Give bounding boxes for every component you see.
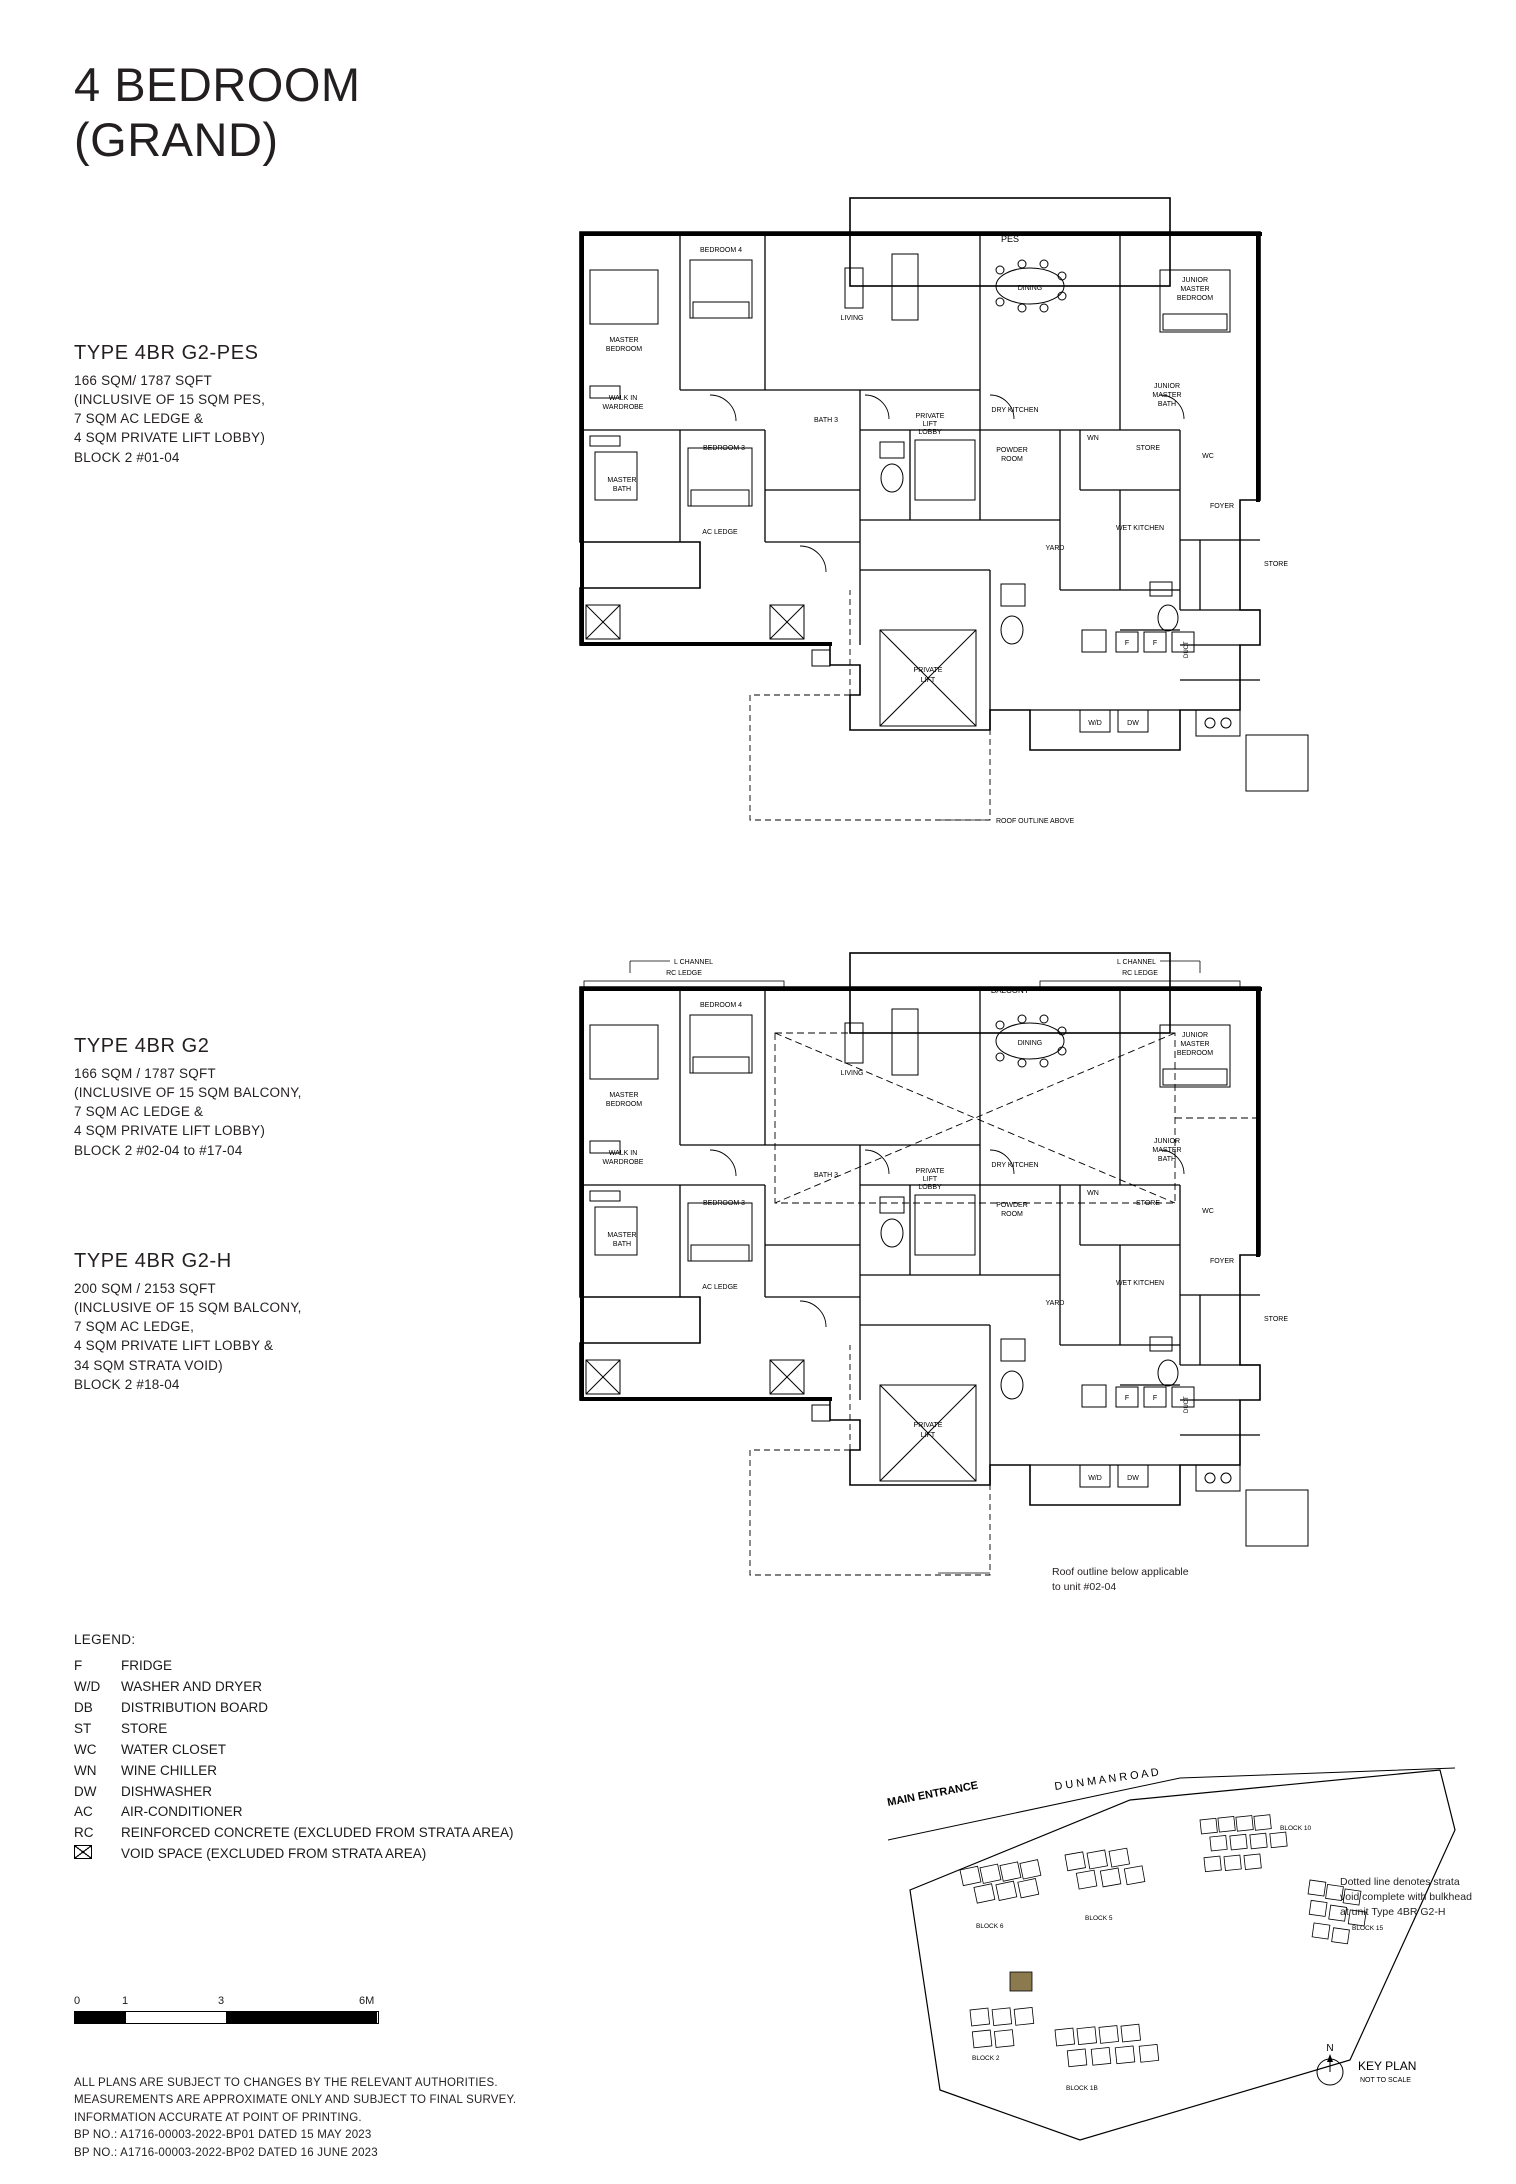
svg-text:WARDROBE: WARDROBE [602, 1159, 644, 1166]
label-l-channel-right: L CHANNEL [1116, 959, 1156, 966]
room-label-wc: WC [1202, 1208, 1214, 1215]
legend-code: DW [74, 1783, 97, 1799]
svg-text:LOBBY: LOBBY [918, 1184, 942, 1191]
legend-desc: STORE [121, 1720, 168, 1736]
type-detail: BLOCK 2 #01-04 [74, 449, 180, 465]
room-label-bedroom3: BEDROOM 3 [702, 1200, 746, 1207]
svg-text:LIFT: LIFT [920, 677, 936, 684]
room-label-f1: F [1124, 1395, 1130, 1402]
legend-item-void-space [74, 1844, 514, 1865]
footer-disclaimer [74, 2075, 516, 2162]
legend-code: AC [74, 1804, 93, 1820]
page-title-line1: 4 BEDROOM [74, 58, 361, 111]
callout-roof-outline-below [1052, 1565, 1262, 1595]
room-label-powder-room: POWDER [996, 1202, 1028, 1209]
legend-item [74, 1656, 514, 1677]
svg-text:BEDROOM: BEDROOM [605, 346, 643, 353]
type-detail: 7 SQM AC LEDGE & [74, 1104, 204, 1120]
keyplan-block-label: BLOCK 6 [976, 1923, 1004, 1930]
legend [74, 1632, 514, 1865]
keyplan-block-label: BLOCK 2 [972, 2055, 1000, 2062]
room-label-wc: WC [1202, 453, 1214, 460]
room-label-junior-master-bedroom: JUNIOR [1181, 1032, 1209, 1039]
callout-roof-line1: Roof outline below applicable [1052, 1566, 1189, 1578]
room-label-wet-kitchen: WET KITCHEN [1115, 1280, 1165, 1287]
type-detail: 200 SQM / 2153 SQFT [74, 1281, 216, 1296]
room-label-store: STORE [1136, 445, 1160, 452]
room-label-wet-kitchen: WET KITCHEN [1115, 525, 1165, 532]
room-label-junior-master-bedroom: JUNIOR [1181, 277, 1209, 284]
label-dunman-road: D U N M A N R O A D [1053, 1766, 1160, 1793]
floor-plan-4br-g2-pes [560, 190, 1420, 840]
type-detail: 7 SQM AC LEDGE & [74, 411, 204, 427]
room-label-junior-master-bath: JUNIOR [1153, 383, 1181, 390]
svg-text:BEDROOM: BEDROOM [605, 1101, 643, 1108]
svg-text:BEDROOM: BEDROOM [1176, 295, 1214, 302]
room-label-master-bedroom: MASTER [609, 1092, 639, 1099]
room-label-duct: DUCT [1184, 641, 1190, 658]
type-detail: 166 SQM/ 1787 SQFT [74, 373, 212, 388]
svg-text:LIFT: LIFT [922, 1176, 938, 1183]
type-name: TYPE 4BR G2 [74, 1035, 210, 1057]
scale-tick-1: 1 [122, 1995, 129, 2007]
room-label-f2: F [1152, 640, 1158, 647]
svg-text:MASTER: MASTER [1180, 286, 1210, 293]
legend-item [74, 1823, 514, 1844]
type-detail: 166 SQM / 1787 SQFT [74, 1066, 216, 1081]
room-label-living: LIVING [840, 1070, 864, 1077]
scale-tick-6: 6M [359, 1995, 375, 2007]
svg-text:LIFT: LIFT [920, 1432, 936, 1439]
room-label-dining: DINING [1017, 1040, 1043, 1047]
room-label-wn: WN [1087, 435, 1099, 442]
room-label-store-2: STORE [1264, 1316, 1288, 1323]
legend-code: ST [74, 1720, 92, 1736]
legend-desc: FRIDGE [121, 1658, 173, 1673]
type-name: TYPE 4BR G2-H [74, 1250, 232, 1272]
room-label-master-bath: MASTER [607, 477, 637, 484]
svg-text:BATH: BATH [612, 1241, 632, 1248]
footer-line: ALL PLANS ARE SUBJECT TO CHANGES BY THE RELEVANT AUTHORITIES. [74, 2077, 498, 2089]
key-plan [880, 1760, 1480, 2155]
room-label-master-bedroom: MASTER [609, 337, 639, 344]
room-label-living: LIVING [840, 315, 864, 322]
legend-desc: REINFORCED CONCRETE (EXCLUDED FROM STRATA AREA) [121, 1825, 514, 1841]
room-label-wd: W/D [1088, 1475, 1102, 1482]
svg-text:WARDROBE: WARDROBE [602, 404, 644, 411]
keyplan-block-label: BLOCK 1B [1066, 2085, 1098, 2092]
room-label-duct: DUCT [1184, 1396, 1190, 1413]
legend-code: RC [74, 1825, 94, 1841]
room-label-bath3: BATH 3 [814, 417, 838, 424]
room-label-bedroom4: BEDROOM 4 [699, 1002, 743, 1009]
svg-text:MASTER: MASTER [1152, 392, 1182, 399]
legend-item [74, 1719, 514, 1740]
room-label-yard: YARD [1045, 545, 1065, 552]
svg-text:BATH: BATH [1157, 401, 1177, 408]
type-detail: (INCLUSIVE OF 15 SQM BALCONY, [74, 1085, 302, 1101]
room-label-private-lift: PRIVATE [913, 1422, 943, 1429]
room-label-bedroom4: BEDROOM 4 [699, 247, 743, 254]
room-label-walk-in-wardrobe: WALK IN [608, 1150, 638, 1157]
room-label-ac-ledge: AC LEDGE [702, 1284, 738, 1291]
legend-item [74, 1677, 514, 1698]
type-block-4br-g2-pes [74, 342, 265, 467]
legend-desc: AIR-CONDITIONER [121, 1804, 243, 1820]
room-label-yard: YARD [1045, 1300, 1065, 1307]
legend-desc: DISHWASHER [121, 1783, 213, 1799]
footer-line: BP NO.: A1716-00003-2022-BP01 DATED 15 MAY 2023 [74, 2129, 372, 2142]
svg-text:MASTER: MASTER [1152, 1147, 1182, 1154]
room-label-ac-ledge: AC LEDGE [702, 529, 738, 536]
footer-line: BP NO.: A1716-00003-2022-BP02 DATED 16 JUNE 2023 [74, 2146, 378, 2159]
room-label-f1: F [1124, 640, 1130, 647]
key-plan-subtitle: NOT TO SCALE [1360, 2077, 1411, 2084]
floor-plan-4br-g2 [560, 945, 1420, 1595]
room-label-dw: DW [1127, 1475, 1139, 1482]
room-label-wn: WN [1087, 1190, 1099, 1197]
svg-text:LOBBY: LOBBY [918, 429, 942, 436]
svg-text:BEDROOM: BEDROOM [1176, 1050, 1214, 1057]
footer-line: INFORMATION ACCURATE AT POINT OF PRINTING. [74, 2111, 362, 2124]
room-label-bath3: BATH 3 [814, 1172, 838, 1179]
legend-item [74, 1761, 514, 1782]
legend-code: F [74, 1658, 83, 1673]
callout-roof-outline-above: ROOF OUTLINE ABOVE [996, 818, 1075, 825]
label-rc-ledge-left: RC LEDGE [666, 970, 702, 977]
label-main-entrance: MAIN ENTRANCE [886, 1779, 980, 1809]
room-label-store: STORE [1136, 1200, 1160, 1207]
room-label-private-lift: PRIVATE [913, 667, 943, 674]
room-label-bedroom3: BEDROOM 3 [702, 445, 746, 452]
room-label-private-lift-lobby: PRIVATE [915, 413, 945, 420]
legend-desc: VOID SPACE (EXCLUDED FROM STRATA AREA) [121, 1846, 427, 1862]
room-label-pes: PES [1000, 234, 1020, 244]
room-label-walk-in-wardrobe: WALK IN [608, 395, 638, 402]
keyplan-block-label: BLOCK 5 [1085, 1915, 1113, 1922]
type-detail: 34 SQM STRATA VOID) [74, 1357, 223, 1373]
site-boundary [910, 1770, 1455, 2140]
room-label-dw: DW [1127, 720, 1139, 727]
legend-desc: WASHER AND DRYER [121, 1678, 263, 1694]
type-detail: (INCLUSIVE OF 15 SQM BALCONY, [74, 1300, 302, 1316]
legend-title: LEGEND: [74, 1632, 136, 1647]
legend-code: WN [74, 1762, 97, 1778]
type-detail: 7 SQM AC LEDGE, [74, 1319, 195, 1335]
note-strata-line2: void complete with bulkhead [1340, 1891, 1472, 1904]
room-label-dry-kitchen: DRY KITCHEN [991, 1162, 1039, 1169]
type-detail: (INCLUSIVE OF 15 SQM PES, [74, 392, 266, 408]
scale-bar [74, 1995, 379, 2024]
legend-item [74, 1802, 514, 1823]
label-l-channel-left: L CHANNEL [674, 959, 714, 966]
room-label-f2: F [1152, 1395, 1158, 1402]
legend-item [74, 1698, 514, 1719]
room-label-balcony: BALCONY [990, 986, 1030, 995]
room-label-store-2: STORE [1264, 561, 1288, 568]
type-detail: 4 SQM PRIVATE LIFT LOBBY & [74, 1338, 274, 1354]
void-space-icon [74, 1844, 121, 1865]
footer-line: MEASUREMENTS ARE APPROXIMATE ONLY AND SUBJECT TO FINAL SURVEY. [74, 2094, 517, 2107]
legend-item [74, 1740, 514, 1761]
type-detail: BLOCK 2 #02-04 to #17-04 [74, 1142, 243, 1158]
legend-item [74, 1782, 514, 1803]
svg-text:BATH: BATH [612, 486, 632, 493]
note-strata-line3: at unit Type 4BR G2-H [1340, 1906, 1446, 1919]
type-detail: 4 SQM PRIVATE LIFT LOBBY) [74, 1123, 266, 1139]
highlighted-unit [1010, 1972, 1032, 1991]
svg-text:BATH: BATH [1157, 1156, 1177, 1163]
type-block-4br-g2-h [74, 1250, 302, 1394]
legend-code: WC [74, 1741, 97, 1757]
room-label-private-lift-lobby: PRIVATE [915, 1168, 945, 1175]
note-strata-line1: Dotted line denotes strata [1340, 1876, 1460, 1888]
north-indicator: N [1326, 2043, 1334, 2054]
room-label-junior-master-bath: JUNIOR [1153, 1138, 1181, 1145]
type-detail: 4 SQM PRIVATE LIFT LOBBY) [74, 430, 266, 446]
room-label-foyer: FOYER [1209, 1258, 1235, 1265]
legend-code: W/D [74, 1678, 101, 1694]
label-rc-ledge-right: RC LEDGE [1122, 970, 1158, 977]
key-plan-title: KEY PLAN [1358, 2059, 1417, 2073]
room-label-dining: DINING [1017, 285, 1043, 292]
svg-text:LIFT: LIFT [922, 421, 938, 428]
legend-desc: DISTRIBUTION BOARD [121, 1699, 269, 1715]
legend-code: DB [74, 1699, 93, 1715]
svg-text:MASTER: MASTER [1180, 1041, 1210, 1048]
legend-desc: WINE CHILLER [121, 1762, 218, 1778]
legend-desc: WATER CLOSET [121, 1741, 227, 1757]
svg-text:ROOM: ROOM [1001, 456, 1023, 463]
room-label-powder-room: POWDER [996, 447, 1028, 454]
svg-text:ROOM: ROOM [1001, 1211, 1023, 1218]
room-label-foyer: FOYER [1209, 503, 1235, 510]
keyplan-block-label: BLOCK 10 [1280, 1825, 1312, 1832]
callout-roof-line2: to unit #02-04 [1052, 1581, 1117, 1594]
page-title [74, 58, 361, 167]
room-label-dry-kitchen: DRY KITCHEN [991, 407, 1039, 414]
type-block-4br-g2 [74, 1035, 302, 1160]
page-title-line2: (GRAND) [74, 112, 279, 166]
keyplan-block-label: BLOCK 15 [1352, 1925, 1384, 1932]
room-label-wd: W/D [1088, 720, 1102, 727]
scale-tick-3: 3 [218, 1995, 225, 2007]
scale-tick-0: 0 [74, 1995, 81, 2007]
room-label-master-bath: MASTER [607, 1232, 637, 1239]
type-detail: BLOCK 2 #18-04 [74, 1376, 180, 1392]
type-name: TYPE 4BR G2-PES [74, 342, 259, 364]
